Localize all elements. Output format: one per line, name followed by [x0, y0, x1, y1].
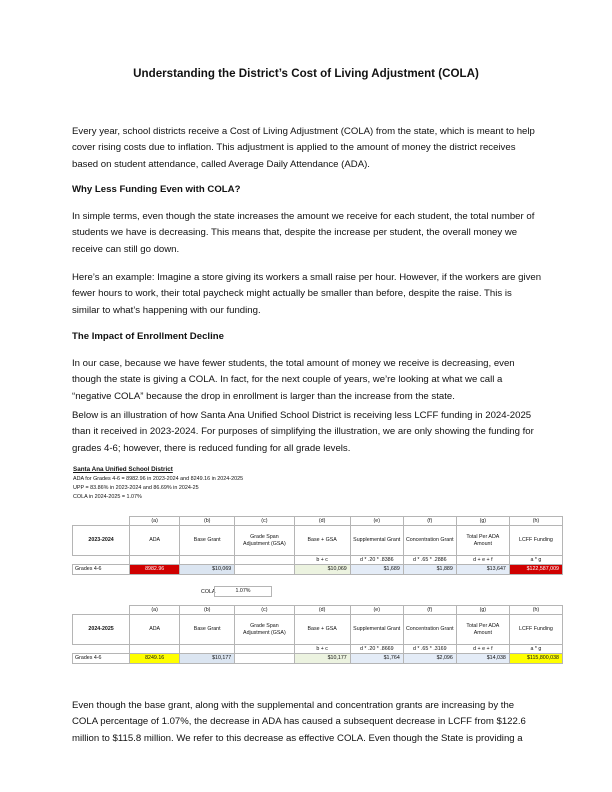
base-gsa-value: $10,177 [294, 654, 350, 664]
ada-value: 8982.96 [130, 565, 180, 575]
heading-enrollment-decline: The Impact of Enrollment Decline [72, 331, 224, 342]
total-per-ada-value: $13,647 [456, 565, 509, 575]
formula-cell: a * g [509, 645, 562, 654]
column-header-base-gsa: Base + GSA [294, 526, 350, 556]
column-header-concentration: Concentration Grant [403, 526, 456, 556]
column-letter: (f) [403, 606, 456, 615]
column-header-ada: ADA [130, 615, 180, 645]
column-header-gsa: Grade Span Adjustment (GSA) [235, 615, 294, 645]
illustration-ada-line: ADA for Grades 4-6 = 8982.96 in 2023-2024 and 8249.16 in 2024-2025 [73, 476, 244, 482]
ada-value: 8249.16 [130, 654, 180, 664]
formula-cell: b + c [294, 645, 350, 654]
funding-table-2024-2025 [72, 605, 563, 664]
base-gsa-value: $10,069 [294, 565, 350, 575]
year-label: 2023-2024 [73, 526, 130, 556]
supplemental-value: $1,764 [350, 654, 403, 664]
column-letter: (g) [456, 606, 509, 615]
lcff-funding-value: $122,587,009 [509, 565, 562, 575]
illustration-title: Santa Ana Unified School District [73, 466, 173, 473]
column-header-total-per-ada: Total Per ADA Amount [456, 615, 509, 645]
cola-value: 1.07% [214, 586, 272, 597]
column-letter: (f) [403, 517, 456, 526]
base-grant-value: $10,177 [180, 654, 235, 664]
formula-cell: d + e + f [456, 645, 509, 654]
column-letter: (c) [235, 517, 294, 526]
column-header-base-grant: Base Grant [180, 526, 235, 556]
base-grant-value: $10,069 [180, 565, 235, 575]
formula-cell: b + c [294, 556, 350, 565]
gsa-value [235, 565, 294, 575]
document-title: Understanding the District’s Cost of Living Adjustment (COLA) [133, 67, 479, 80]
intro-paragraph: Every year, school districts receive a Cost of Living Adjustment (COLA) from the state, which is meant to help cover rising costs due to inflation. This adjustment is applied to the amount of money the district receives based on student attendance, called Average Daily Attendance (ADA). [72, 126, 535, 170]
formula-cell: d * .65 * .3169 [403, 645, 456, 654]
heading-why-less-funding: Why Less Funding Even with COLA? [72, 184, 241, 195]
column-header-ada: ADA [130, 526, 180, 556]
illustration-upp-line: UPP = 83.86% in 2023-2024 and 86.69% in 2024-25 [73, 485, 199, 491]
formula-cell: d * .65 * .2886 [403, 556, 456, 565]
column-header-lcff-funding: LCFF Funding [509, 615, 562, 645]
illustration-cola-line: COLA in 2024-2025 = 1.07% [73, 494, 142, 500]
column-header-supplemental: Supplemental Grant [350, 615, 403, 645]
column-letter: (b) [180, 606, 235, 615]
paragraph-negative-cola: In our case, because we have fewer students, the total amount of money we receive is decreasing, even though the state is giving a COLA. In fact, for the next couple of years, we’re looking at what we call a “negative COLA” because the drop in enrollment is larger than the increase from the state. [72, 358, 515, 402]
year-label: 2024-2025 [73, 615, 130, 645]
paragraph-effective-cola: Even though the base grant, along with the supplemental and concentration grants are increasing by the COLA percentage of 1.07%, the decrease in ADA has caused a subsequent decrease in LCFF from $122.6 million to $115.8 million. We refer to this decrease as effective COLA. Even though the State is providing a [72, 700, 526, 744]
column-letter: (h) [509, 517, 562, 526]
column-letter: (g) [456, 517, 509, 526]
row-label: Grades 4-6 [73, 654, 130, 664]
column-letter: (b) [180, 517, 235, 526]
column-letter: (d) [294, 606, 350, 615]
formula-cell: d * .20 * .8669 [350, 645, 403, 654]
paragraph-illustration-intro: Below is an illustration of how Santa Ana Unified School District is receiving less LCFF funding in 2024-2025 than it received in 2023-2024. For purposes of simplifying the illustration, we are only showing the funding for grades 4-6; however, there is reduced funding for all grade levels. [72, 410, 534, 454]
formula-cell: d * .20 * .8386 [350, 556, 403, 565]
total-per-ada-value: $14,038 [456, 654, 509, 664]
cola-label: COLA [201, 589, 216, 595]
column-letter: (e) [350, 517, 403, 526]
column-header-base-grant: Base Grant [180, 615, 235, 645]
funding-table-2023-2024 [72, 516, 563, 575]
column-header-supplemental: Supplemental Grant [350, 526, 403, 556]
lcff-funding-value: $115,800,038 [509, 654, 562, 664]
paragraph-simple-terms: In simple terms, even though the state increases the amount we receive for each student, the total number of students we have is decreasing. This means that, despite the increase per student, the overall money we receive can still go down. [72, 211, 535, 255]
column-header-gsa: Grade Span Adjustment (GSA) [235, 526, 294, 556]
formula-cell: d + e + f [456, 556, 509, 565]
column-letter: (c) [235, 606, 294, 615]
column-letter: (a) [130, 606, 180, 615]
column-letter: (h) [509, 606, 562, 615]
row-label: Grades 4-6 [73, 565, 130, 575]
concentration-value: $1,889 [403, 565, 456, 575]
column-header-lcff-funding: LCFF Funding [509, 526, 562, 556]
column-header-total-per-ada: Total Per ADA Amount [456, 526, 509, 556]
column-header-concentration: Concentration Grant [403, 615, 456, 645]
column-letter: (a) [130, 517, 180, 526]
gsa-value [235, 654, 294, 664]
column-letter: (e) [350, 606, 403, 615]
formula-cell: a * g [509, 556, 562, 565]
paragraph-store-example: Here’s an example: Imagine a store giving its workers a small raise per hour. However, if the workers are given fewer hours to work, their total paycheck might actually be smaller than before, despite the raise. This is similar to what’s happening with our funding. [72, 272, 542, 316]
supplemental-value: $1,689 [350, 565, 403, 575]
concentration-value: $2,096 [403, 654, 456, 664]
column-header-base-gsa: Base + GSA [294, 615, 350, 645]
column-letter: (d) [294, 517, 350, 526]
